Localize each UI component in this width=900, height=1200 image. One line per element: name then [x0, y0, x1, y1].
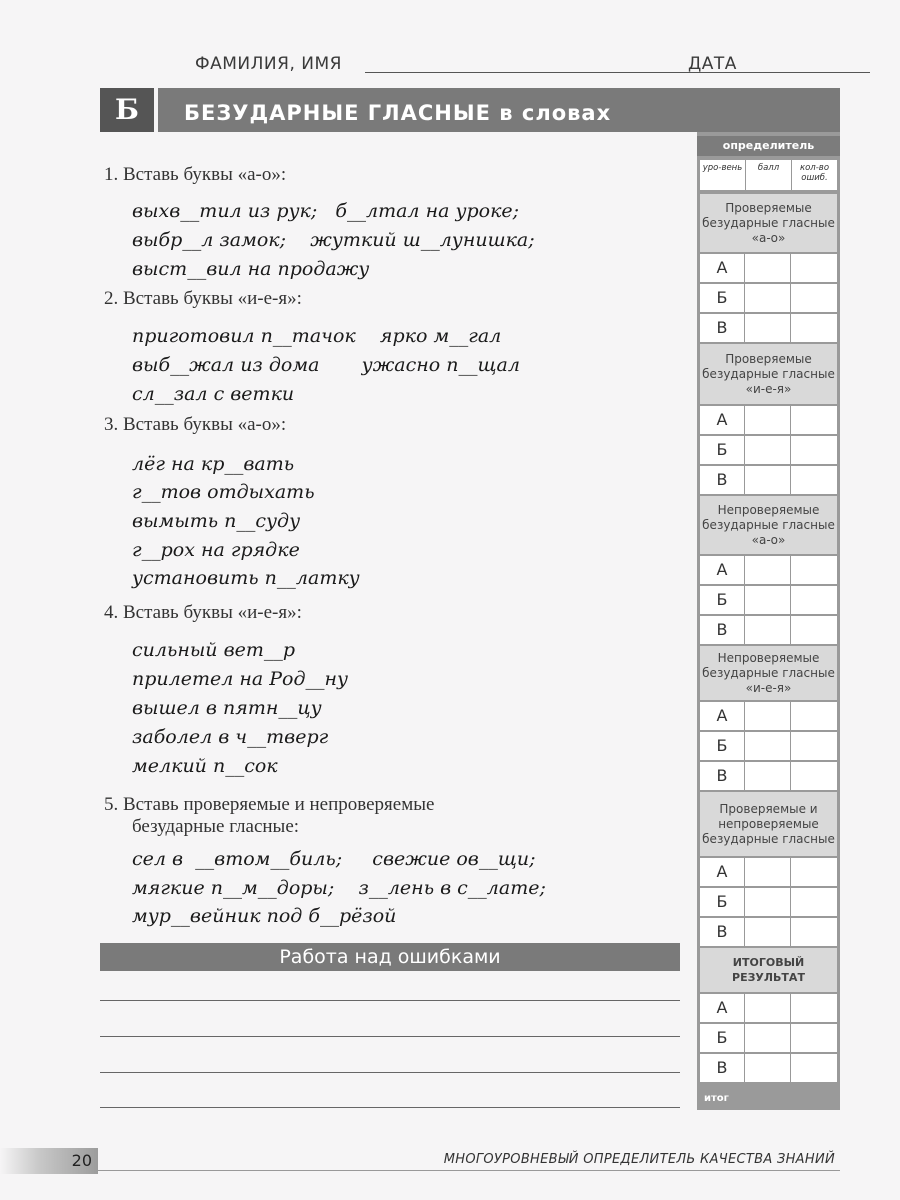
level-label: А [700, 556, 745, 584]
score-cell[interactable] [745, 616, 791, 644]
level-row [700, 762, 837, 790]
task-4-line[interactable]: прилетел на Род__ну [132, 668, 349, 690]
page-title: БЕЗУДАРНЫЕ ГЛАСНЫЕ в словах [184, 101, 612, 125]
level-row [700, 918, 837, 946]
level-row [700, 702, 837, 730]
group-label: Непроверяемые безударные гласные «а-о» [700, 496, 837, 554]
score-cell[interactable] [745, 466, 791, 494]
level-row [700, 858, 837, 886]
errors-cell[interactable] [791, 314, 837, 342]
errors-cell[interactable] [791, 406, 837, 434]
level-label: Б [700, 586, 745, 614]
footer-title: МНОГОУРОВНЕВЫЙ ОПРЕДЕЛИТЕЛЬ КАЧЕСТВА ЗНАНИЙ [443, 1152, 835, 1167]
task-5-line[interactable]: сел в __втом__биль; свежие ов__щи; [132, 848, 536, 870]
level-label: В [700, 1054, 745, 1082]
task-3-line[interactable]: г__рох на грядке [132, 539, 300, 561]
score-cell[interactable] [745, 586, 791, 614]
score-cell[interactable] [745, 436, 791, 464]
errors-cell[interactable] [791, 1054, 837, 1082]
task-1-line[interactable]: выхв__тил из рук; б__лтал на уроке; [132, 200, 520, 222]
column-level: уро-вень [700, 160, 746, 190]
level-label: В [700, 616, 745, 644]
errors-cell[interactable] [791, 888, 837, 916]
task-2-line[interactable]: выб__жал из дома ужасно п__щал [132, 354, 520, 376]
score-cell[interactable] [745, 762, 791, 790]
task-5-line[interactable]: мягкие п__м__доры; з__лень в с__лате; [132, 877, 546, 899]
task-4-line[interactable]: заболел в ч__тверг [132, 726, 329, 748]
task-2-line[interactable]: сл__зал с ветки [132, 383, 295, 405]
errors-cell[interactable] [791, 254, 837, 282]
level-row [700, 436, 837, 464]
assessment-title: определитель [697, 136, 840, 156]
errors-cell[interactable] [791, 858, 837, 886]
level-row [700, 1054, 837, 1082]
task-3-line[interactable]: установить п__латку [132, 567, 360, 589]
level-label: А [700, 702, 745, 730]
errors-cell[interactable] [791, 556, 837, 584]
score-cell[interactable] [745, 918, 791, 946]
answer-line[interactable] [100, 1036, 680, 1037]
score-cell[interactable] [745, 858, 791, 886]
level-row [700, 586, 837, 614]
task-3-heading: 3. Вставь буквы «а-о»: [104, 414, 287, 435]
score-cell[interactable] [745, 994, 791, 1022]
group-label: Проверяемые безударные гласные «и-е-я» [700, 344, 837, 404]
task-1-line[interactable]: выст__вил на продажу [132, 258, 370, 280]
task-2-heading: 2. Вставь буквы «и-е-я»: [104, 288, 302, 309]
errors-cell[interactable] [791, 1024, 837, 1052]
group-label: Проверяемые безударные гласные «а-о» [700, 194, 837, 252]
task-4-line[interactable]: вышел в пятн__цу [132, 697, 322, 719]
level-label: А [700, 994, 745, 1022]
score-cell[interactable] [745, 406, 791, 434]
footer-rule [98, 1170, 840, 1171]
task-4-line[interactable]: мелкий п__сок [132, 755, 278, 777]
level-row [700, 1024, 837, 1052]
date-label: ДАТА [688, 54, 737, 74]
score-cell[interactable] [745, 702, 791, 730]
errors-cell[interactable] [791, 284, 837, 312]
errors-cell[interactable] [791, 702, 837, 730]
task-5-line[interactable]: мур__вейник под б__рёзой [132, 905, 397, 927]
task-1-line[interactable]: выбр__л замок; жуткий ш__лунишка; [132, 229, 535, 251]
task-4-heading: 4. Вставь буквы «и-е-я»: [104, 602, 302, 623]
errors-cell[interactable] [791, 762, 837, 790]
score-cell[interactable] [745, 1054, 791, 1082]
task-2-line[interactable]: приготовил п__тачок ярко м__гал [132, 325, 502, 347]
task-5-heading-cont: безударные гласные: [132, 816, 300, 837]
score-cell[interactable] [745, 254, 791, 282]
errors-cell[interactable] [791, 586, 837, 614]
task-3-line[interactable]: г__тов отдыхать [132, 481, 315, 503]
level-label: В [700, 314, 745, 342]
level-label: В [700, 918, 745, 946]
level-label: Б [700, 284, 745, 312]
total-result-label: ИТОГОВЫЙ РЕЗУЛЬТАТ [700, 948, 837, 992]
level-label: Б [700, 1024, 745, 1052]
errors-section-title: Работа над ошибками [100, 943, 680, 971]
level-label: А [700, 858, 745, 886]
level-row [700, 406, 837, 434]
level-row [700, 314, 837, 342]
column-errors: кол-во ошиб. [799, 163, 830, 183]
answer-line[interactable] [100, 1072, 680, 1073]
score-cell[interactable] [745, 556, 791, 584]
level-row [700, 732, 837, 760]
task-3-line[interactable]: лёг на кр__вать [132, 453, 295, 475]
level-row [700, 284, 837, 312]
name-label: ФАМИЛИЯ, ИМЯ [195, 54, 342, 74]
group-label: Непроверяемые безударные гласные «и-е-я» [700, 646, 837, 700]
errors-cell[interactable] [791, 466, 837, 494]
score-cell[interactable] [745, 888, 791, 916]
level-label: А [700, 406, 745, 434]
level-label: А [700, 254, 745, 282]
task-1-heading: 1. Вставь буквы «а-о»: [104, 164, 287, 185]
level-label: В [700, 762, 745, 790]
errors-cell[interactable] [791, 436, 837, 464]
table-column-headers [700, 160, 837, 190]
level-row [700, 888, 837, 916]
date-line[interactable] [748, 72, 830, 73]
total-label: итог [704, 1093, 729, 1104]
task-3-line[interactable]: вымыть п__суду [132, 510, 301, 532]
page-number: 20 [0, 1148, 98, 1174]
errors-cell[interactable] [791, 918, 837, 946]
errors-cell[interactable] [791, 732, 837, 760]
level-row [700, 254, 837, 282]
level-label: Б [700, 888, 745, 916]
level-row [700, 466, 837, 494]
answer-line[interactable] [100, 1107, 680, 1108]
score-cell[interactable] [745, 284, 791, 312]
level-label: Б [700, 732, 745, 760]
group-label: Проверяемые и непроверяемые безударные гласные [700, 792, 837, 856]
assessment-table [697, 132, 840, 1110]
level-label: Б [700, 436, 745, 464]
level-row [700, 994, 837, 1022]
errors-cell[interactable] [791, 616, 837, 644]
section-letter: Б [100, 88, 158, 132]
column-score: балл [746, 160, 792, 190]
task-4-line[interactable]: сильный вет__р [132, 639, 296, 661]
score-cell[interactable] [745, 732, 791, 760]
student-header [195, 52, 835, 80]
score-cell[interactable] [745, 314, 791, 342]
level-row [700, 616, 837, 644]
score-cell[interactable] [745, 1024, 791, 1052]
errors-cell[interactable] [791, 994, 837, 1022]
level-row [700, 556, 837, 584]
answer-line[interactable] [100, 1000, 680, 1001]
task-5-heading: 5. Вставь проверяемые и непроверяемые [104, 794, 435, 815]
level-label: В [700, 466, 745, 494]
